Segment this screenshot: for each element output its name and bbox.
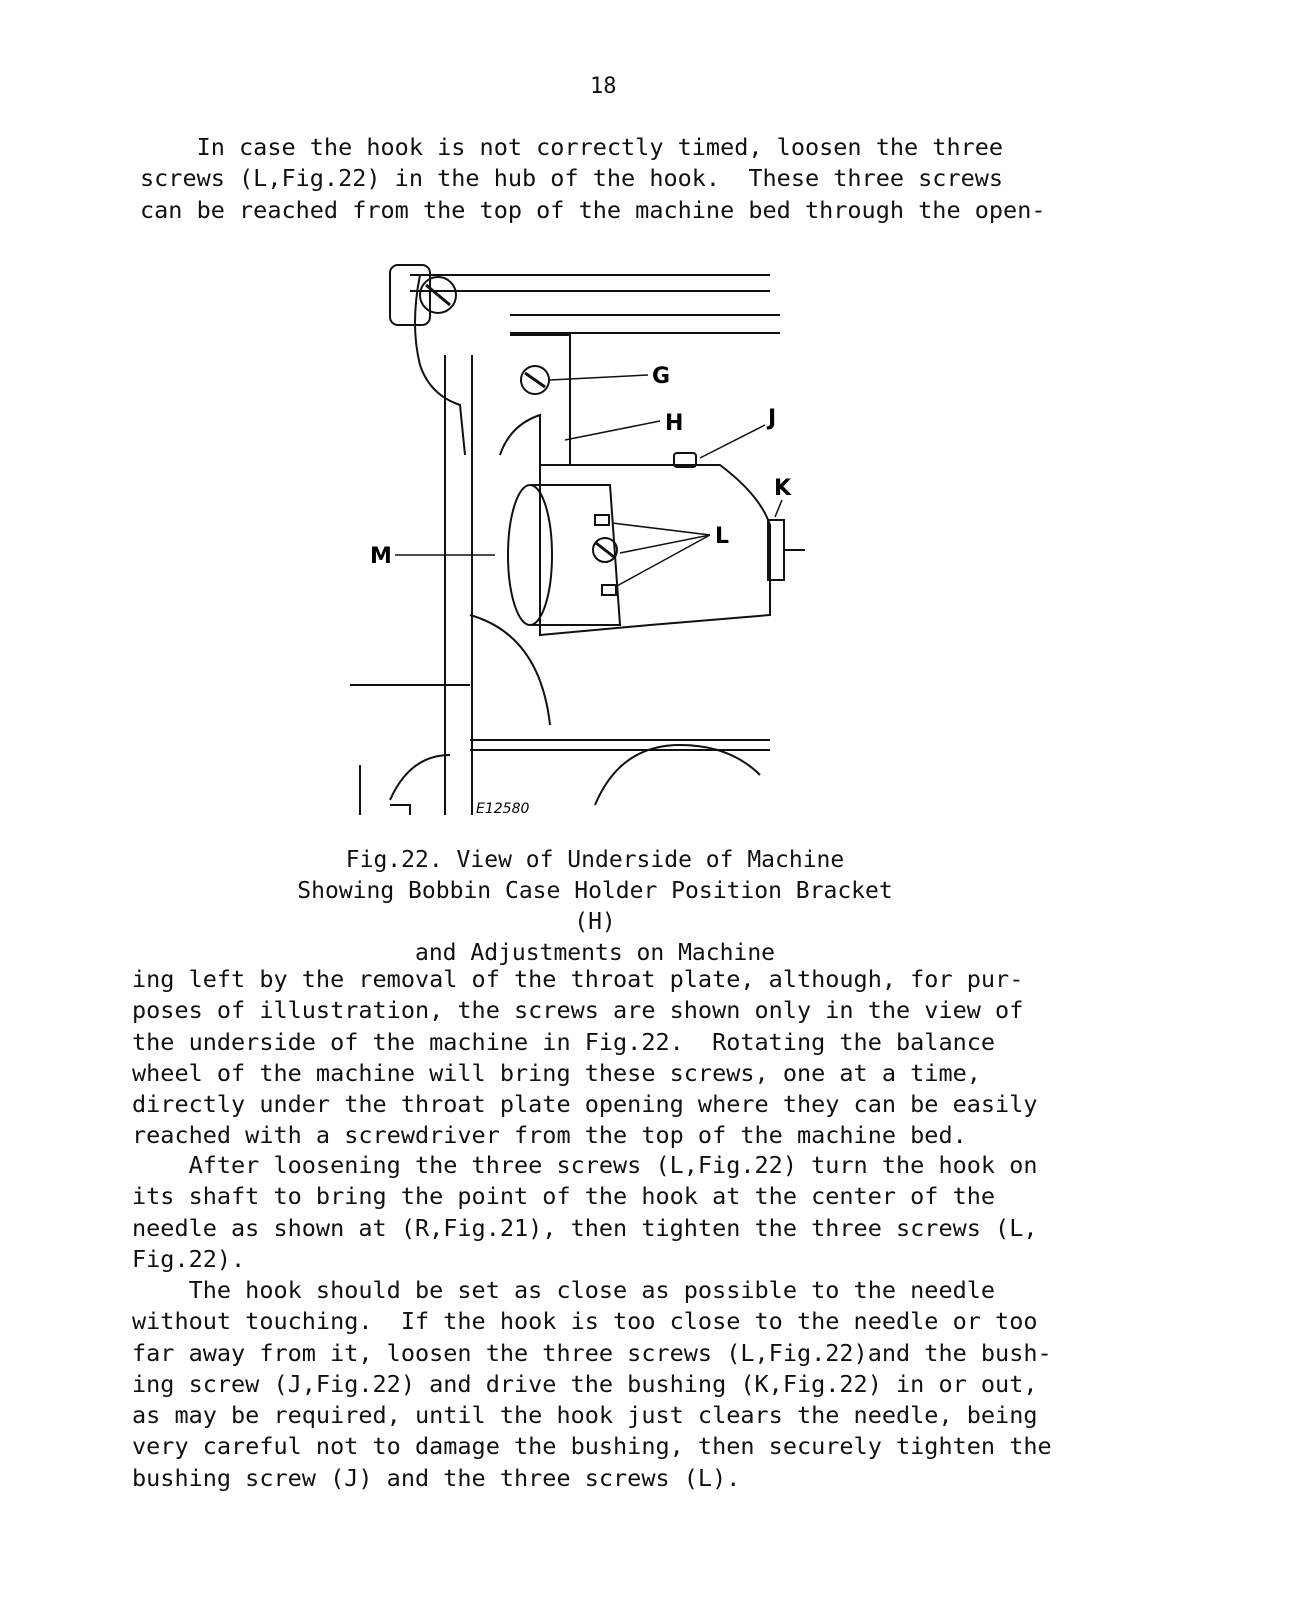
- text-line: needle as shown at (R,Fig.21), then tighten the three screws (L,: [132, 1213, 1038, 1242]
- callout-label-j: J: [768, 406, 777, 431]
- text-line: ing screw (J,Fig.22) and drive the bushing (K,Fig.22) in or out,: [132, 1369, 1038, 1398]
- text-line: Fig.22).: [132, 1244, 246, 1273]
- figure-id: E12580: [476, 801, 530, 817]
- text-line: bushing screw (J) and the three screws (L).: [132, 1463, 741, 1492]
- text-line: directly under the throat plate opening where they can be easily: [132, 1090, 1038, 1119]
- callout-label-g: G: [652, 364, 671, 389]
- text-line: as may be required, until the hook just clears the needle, being: [132, 1401, 1038, 1430]
- text-line: its shaft to bring the point of the hook at the center of the: [132, 1182, 996, 1211]
- text-line: The hook should be set as close as possible to the needle: [132, 1276, 996, 1304]
- text-line: wheel of the machine will bring these screws, one at a time,: [132, 1058, 981, 1087]
- text-line: screws (L,Fig.22) in the hub of the hook. These three screws: [140, 164, 1004, 193]
- caption-line: Fig.22. View of Underside of Machine: [345, 847, 845, 873]
- paragraph-turn-hook: [132, 1150, 1038, 1275]
- callout-label-k: K: [774, 476, 792, 501]
- text-line: far away from it, loosen the three screws (L,Fig.22)and the bush-: [132, 1338, 1052, 1367]
- text-line: without touching. If the hook is too close to the needle or too: [132, 1307, 1038, 1336]
- figure-caption: [270, 845, 920, 969]
- paragraph-intro: [140, 132, 1046, 226]
- callout-label-m: M: [370, 544, 392, 569]
- figure-underside-of-machine: [350, 255, 810, 825]
- text-line: poses of illustration, the screws are shown only in the view of: [132, 996, 1024, 1025]
- text-line: In case the hook is not correctly timed, loosen the three: [140, 133, 1004, 161]
- text-line: ing left by the removal of the throat plate, although, for pur-: [132, 965, 1024, 993]
- text-line: very careful not to damage the bushing, then securely tighten the: [132, 1432, 1052, 1461]
- caption-line: Showing Bobbin Case Holder Position Bracket (H): [297, 878, 893, 935]
- text-line: After loosening the three screws (L,Fig.22) turn the hook on: [132, 1151, 1038, 1179]
- paragraph-hook-clearance: [132, 1275, 1052, 1494]
- caption-line: and Adjustments on Machine: [414, 940, 776, 966]
- text-line: reached with a screwdriver from the top of the machine bed.: [132, 1121, 967, 1150]
- page-number: 18: [590, 74, 617, 99]
- paragraph-throat-plate: [132, 964, 1038, 1152]
- text-line: the underside of the machine in Fig.22. Rotating the balance: [132, 1027, 996, 1056]
- callout-label-l: L: [715, 524, 730, 549]
- callout-label-h: H: [665, 411, 684, 436]
- text-line: can be reached from the top of the machine bed through the open-: [140, 195, 1046, 224]
